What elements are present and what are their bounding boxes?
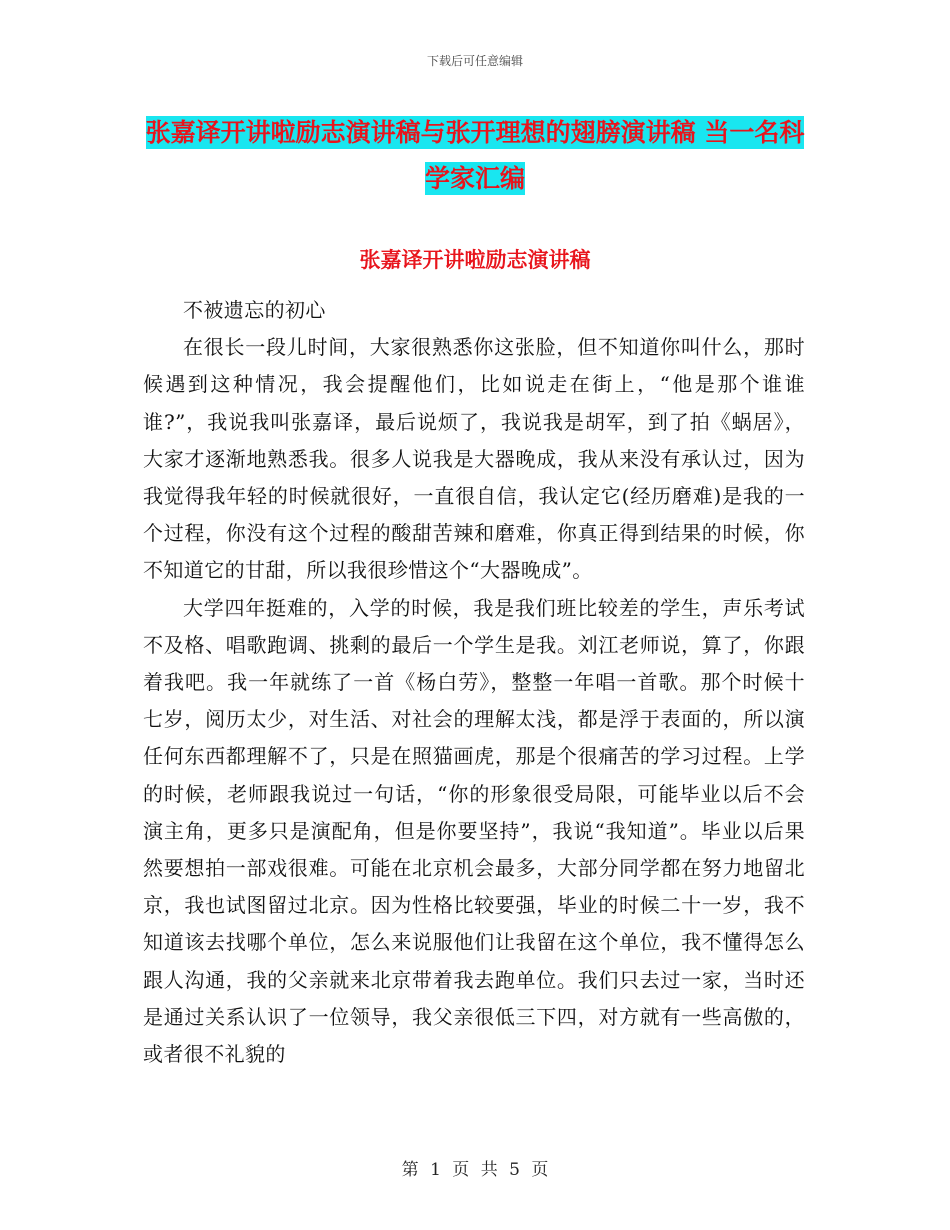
page-indicator: 第 1 页 共 5 页: [401, 1160, 549, 1180]
paragraph: 在很长一段儿时间，大家很熟悉你这张脸，但不知道你叫什么，那时候遇到这种情况，我会提醒他们，比如说走在街上，“他是那个谁谁谁?”，我说我叫张嘉译，最后说烦了，我说我是胡军，到了拍《蜗居》，大家才逐渐地熟悉我。很多人说我是大器晚成，我从来没有承认过，因为我觉得我年轻的时候就很好，一直很自信，我认定它(经历磨难)是我的一个过程，你没有这个过程的酸甜苦辣和磨难，你真正得到结果的时候，你不知道它的甘甜，所以我很珍惜这个“大器晚成”。: [143, 335, 805, 583]
document-body: [143, 292, 805, 1073]
paragraph-subtitle: 不被遗忘的初心: [183, 298, 326, 322]
section-title: 张嘉译开讲啦励志演讲稿: [359, 248, 591, 272]
document-title: [140, 110, 810, 202]
header-note: 下载后可任意编辑: [426, 54, 523, 68]
document-title-highlight: 张嘉译开讲啦励志演讲稿与张开理想的翅膀演讲稿 当一名科学家汇编: [145, 118, 805, 193]
paragraph: 大学四年挺难的，入学的时候，我是我们班比较差的学生，声乐考试不及格、唱歌跑调、挑剩的最后一个学生是我。刘江老师说，算了，你跟着我吧。我一年就练了一首《杨白劳》，整整一年唱一首歌。那个时候十七岁，阅历太少，对生活、对社会的理解太浅，都是浮于表面的，所以演任何东西都理解不了，只是在照猫画虎，那是个很痛苦的学习过程。上学的时候，老师跟我说过一句话，“你的形象很受局限，可能毕业以后不会演主角，更多只是演配角，但是你要坚持”，我说“我知道”。毕业以后果然要想拍一部戏很难。可能在北京机会最多，大部分同学都在努力地留北京，我也试图留过北京。因为性格比较要强，毕业的时候二十一岁，我不知道该去找哪个单位，怎么来说服他们让我留在这个单位，我不懂得怎么跟人沟通，我的父亲就来北京带着我去跑单位。我们只去过一家，当时还是通过关系认识了一位领导，我父亲很低三下四，对方就有一些高傲的，或者很不礼貌的: [143, 595, 805, 1067]
